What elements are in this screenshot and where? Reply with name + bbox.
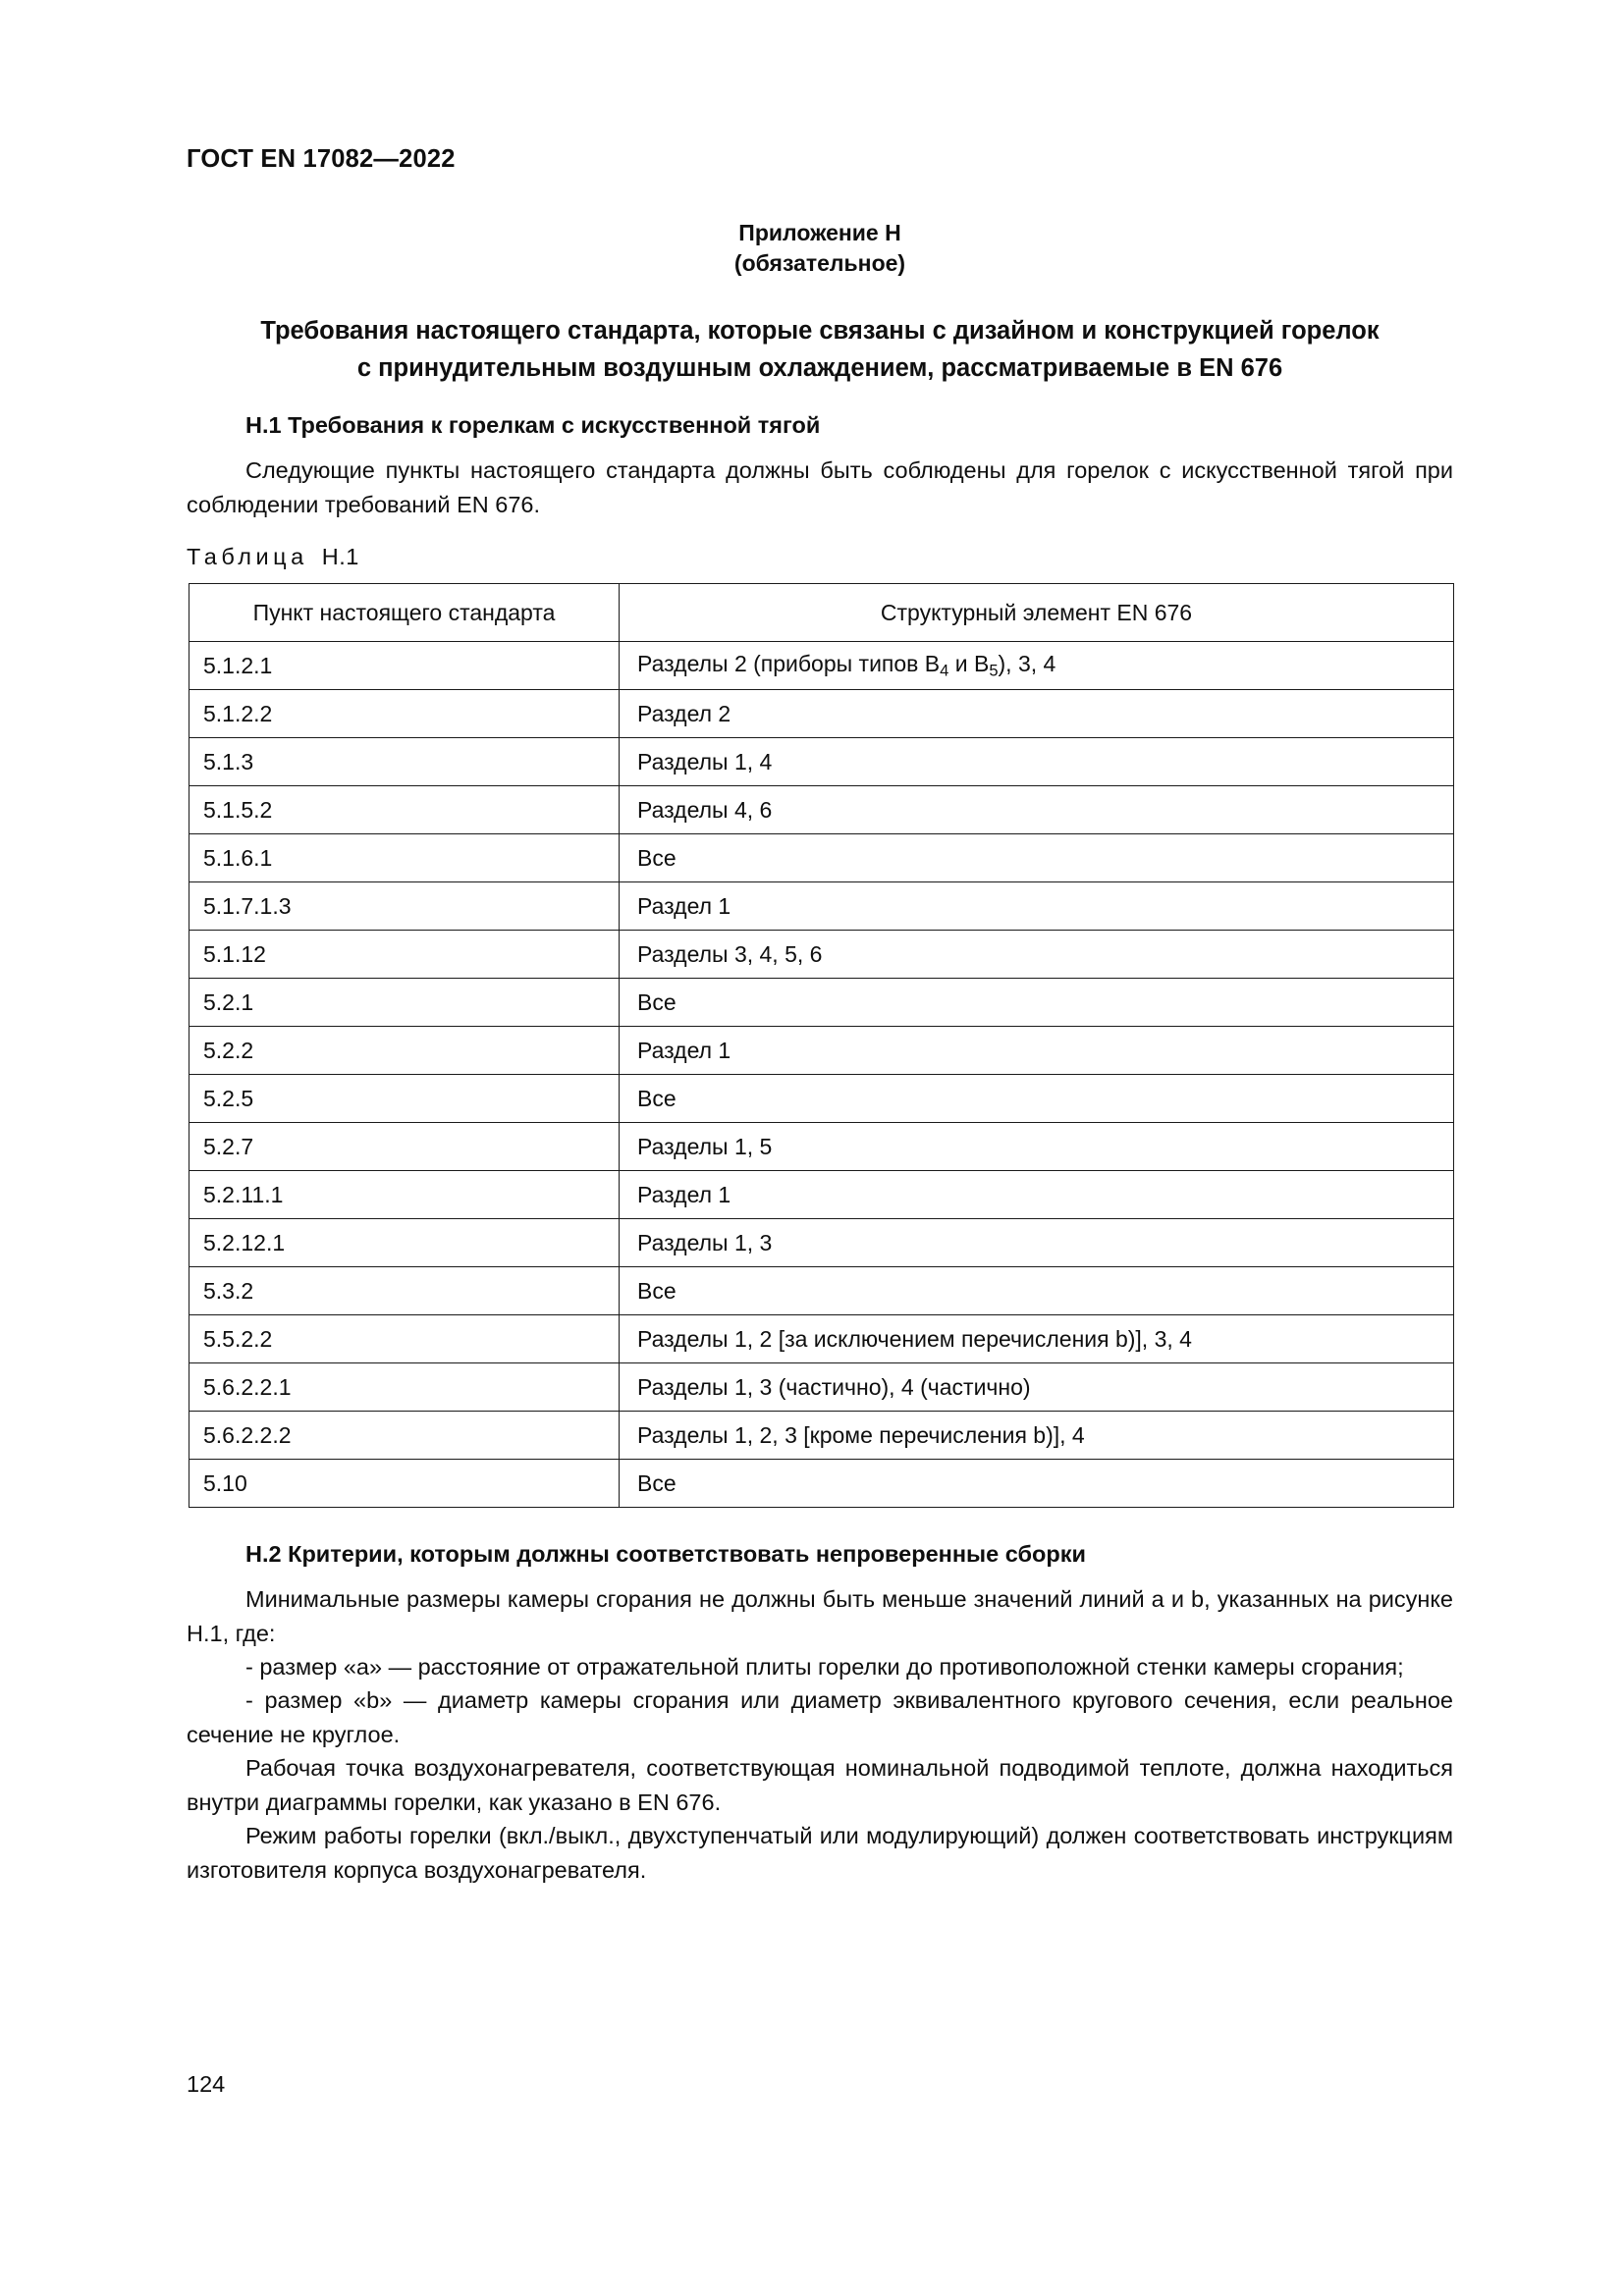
annex-status: (обязательное) <box>733 250 906 276</box>
table-cell-clause: 5.1.3 <box>189 738 620 786</box>
table-cell-element: Разделы 2 (приборы типов $B_4$ и $B_5$), 3, 4 <box>620 642 1454 690</box>
table-cell-element: Все <box>620 979 1454 1027</box>
section-h2-paragraph-2-text: Рабочая точка воздухонагревателя, соответствующая номинальной подводимой теплоте, должна находиться внутри диаграммы горелки, как указано в EN 676. <box>187 1755 1453 1815</box>
running-header: ГОСТ EN 17082—2022 <box>187 145 456 173</box>
section-h2-paragraph-1 <box>187 1582 1453 1650</box>
table-row <box>189 738 1454 786</box>
table-cell-clause: 5.3.2 <box>189 1267 620 1315</box>
table-row <box>189 834 1454 882</box>
table-cell-clause: 5.2.11.1 <box>189 1171 620 1219</box>
table-row <box>189 979 1454 1027</box>
table-row <box>189 931 1454 979</box>
table-caption <box>187 544 359 570</box>
section-h2-paragraph-3 <box>187 1819 1453 1887</box>
table-cell-clause: 5.6.2.2.2 <box>189 1412 620 1460</box>
table-cell-element: Разделы 4, 6 <box>620 786 1454 834</box>
table-cell-element: Разделы 1, 5 <box>620 1123 1454 1171</box>
table-row <box>189 786 1454 834</box>
column-header-clause: Пункт настоящего стандарта <box>189 584 620 642</box>
table-cell-clause: 5.1.6.1 <box>189 834 620 882</box>
section-h1-paragraph-text: Следующие пункты настоящего стандарта должны быть соблюдены для горелок с искусственной тягой при соблюдении требований EN 676. <box>187 457 1453 517</box>
table-row <box>189 1171 1454 1219</box>
table-row <box>189 690 1454 738</box>
table-cell-element: Все <box>620 1075 1454 1123</box>
section-h1-paragraph <box>187 454 1453 521</box>
section-h2-bullet-b-text: - размер «b» — диаметр камеры сгорания или диаметр эквивалентного кругового сечения, если реальное сечение не круглое. <box>187 1687 1453 1747</box>
table-header-row <box>189 584 1454 642</box>
table-cell-clause: 5.2.2 <box>189 1027 620 1075</box>
table-cell-clause: 5.2.5 <box>189 1075 620 1123</box>
table-cell-element: Разделы 1, 2, 3 [кроме перечисления b)], 4 <box>620 1412 1454 1460</box>
table-row <box>189 1315 1454 1363</box>
table-cell-element: Все <box>620 1460 1454 1508</box>
section-h2-bullet-b <box>187 1683 1453 1751</box>
table-cell-clause: 5.1.5.2 <box>189 786 620 834</box>
page-number: 124 <box>187 2071 226 2097</box>
table-row <box>189 1027 1454 1075</box>
table-row <box>189 1219 1454 1267</box>
section-h2-paragraph-1-text: Минимальные размеры камеры сгорания не должны быть меньше значений линий a и b, указанных на рисунке Н.1, где: <box>187 1586 1453 1646</box>
table-row <box>189 1412 1454 1460</box>
table-cell-clause: 5.2.7 <box>189 1123 620 1171</box>
table-row <box>189 1123 1454 1171</box>
table-cell-clause: 5.1.2.1 <box>189 642 620 690</box>
section-h2-paragraph-2 <box>187 1751 1453 1819</box>
section-h2-bullet-a-text: - размер «a» — расстояние от отражательной плиты горелки до противоположной стенки камеры сгорания; <box>245 1654 1404 1680</box>
annex-label: Приложение Н <box>738 220 901 245</box>
table-row <box>189 1363 1454 1412</box>
table-cell-element: Разделы 1, 2 [за исключением перечисления b)], 3, 4 <box>620 1315 1454 1363</box>
table-row <box>189 642 1454 690</box>
table-h1 <box>189 583 1454 1508</box>
table-row <box>189 1075 1454 1123</box>
table-cell-clause: 5.1.2.2 <box>189 690 620 738</box>
table-body <box>189 642 1454 1508</box>
table-cell-element: Все <box>620 1267 1454 1315</box>
annex-title-line-2: с принудительным воздушным охлаждением, рассматриваемые в EN 676 <box>356 354 1283 382</box>
annex-title-line-1: Требования настоящего стандарта, которые связаны с дизайном и конструкцией горелок <box>260 317 1380 345</box>
table-cell-clause: 5.10 <box>189 1460 620 1508</box>
table-cell-element: Раздел 2 <box>620 690 1454 738</box>
column-header-element: Структурный элемент EN 676 <box>620 584 1454 642</box>
table-row <box>189 1267 1454 1315</box>
annex-title <box>187 312 1453 387</box>
section-h1-heading: Н.1 Требования к горелкам с искусственной тягой <box>245 412 821 438</box>
table-row <box>189 1460 1454 1508</box>
annex-heading-block <box>187 218 1453 279</box>
table-h1-wrapper <box>189 583 1453 1508</box>
table-caption-prefix: Таблица <box>187 544 308 569</box>
table-cell-element: Раздел 1 <box>620 1171 1454 1219</box>
section-h2-heading: Н.2 Критерии, которым должны соответствовать непроверенные сборки <box>245 1541 1086 1567</box>
table-cell-clause: 5.6.2.2.1 <box>189 1363 620 1412</box>
table-cell-clause: 5.2.1 <box>189 979 620 1027</box>
table-row <box>189 882 1454 931</box>
table-cell-element: Разделы 1, 4 <box>620 738 1454 786</box>
table-cell-clause: 5.5.2.2 <box>189 1315 620 1363</box>
table-cell-element: Разделы 1, 3 (частично), 4 (частично) <box>620 1363 1454 1412</box>
section-h2-bullet-a <box>187 1650 1453 1684</box>
table-cell-element: Раздел 1 <box>620 882 1454 931</box>
table-cell-clause: 5.1.7.1.3 <box>189 882 620 931</box>
table-cell-clause: 5.2.12.1 <box>189 1219 620 1267</box>
table-cell-element: Разделы 1, 3 <box>620 1219 1454 1267</box>
table-cell-element: Разделы 3, 4, 5, 6 <box>620 931 1454 979</box>
table-caption-number: Н.1 <box>321 544 359 569</box>
section-h2-paragraph-3-text: Режим работы горелки (вкл./выкл., двухступенчатый или модулирующий) должен соответствовать инструкциям изготовителя корпуса воздухонагревателя. <box>187 1823 1453 1883</box>
table-cell-element: Все <box>620 834 1454 882</box>
table-cell-clause: 5.1.12 <box>189 931 620 979</box>
table-cell-element: Раздел 1 <box>620 1027 1454 1075</box>
